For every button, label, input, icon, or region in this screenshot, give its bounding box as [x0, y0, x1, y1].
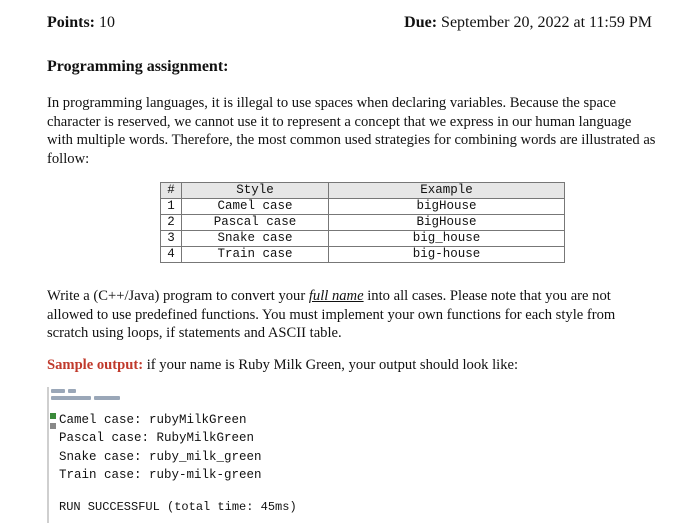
toolbar-icon — [94, 396, 120, 400]
console-line: Snake case: ruby_milk_green — [59, 449, 262, 464]
task-paragraph — [47, 287, 659, 343]
points — [47, 14, 115, 32]
table-row — [161, 199, 565, 215]
assignment-heading: Programming assignment: — [47, 58, 229, 75]
due-value: September 20, 2022 at 11:59 PM — [441, 14, 652, 31]
header-number: # — [161, 183, 182, 199]
row-style: Camel case — [182, 199, 329, 215]
row-number: 2 — [161, 215, 182, 231]
sample-text: if your name is Ruby Milk Green, your output should look like: — [143, 357, 519, 373]
due-date — [404, 14, 652, 32]
run-result: RUN SUCCESSFUL (total time: 45ms) — [59, 500, 297, 514]
table-header-row — [161, 183, 565, 199]
task-text-before: Write a (C++/Java) program to convert your — [47, 288, 309, 304]
stop-icon — [50, 423, 56, 429]
naming-styles-table — [160, 182, 565, 263]
row-example: BigHouse — [329, 215, 565, 231]
row-example: bigHouse — [329, 199, 565, 215]
row-example: big_house — [329, 231, 565, 247]
table-row — [161, 231, 565, 247]
task-emphasis: full name — [308, 288, 364, 304]
console-line: Pascal case: RubyMilkGreen — [59, 431, 255, 446]
header-style: Style — [182, 183, 329, 199]
assignment-header — [47, 14, 652, 38]
row-style: Snake case — [182, 231, 329, 247]
header-example: Example — [329, 183, 565, 199]
console-output-panel — [47, 383, 327, 523]
points-label: Points: — [47, 14, 95, 31]
table-row — [161, 215, 565, 231]
sample-output-intro — [47, 357, 518, 374]
points-value: 10 — [99, 14, 115, 31]
console-toolbar — [51, 389, 161, 403]
toolbar-icon — [68, 389, 76, 393]
task-text-after: into all cases. Please note that you are not allowed to use predefined functions. You must implement your own functions for each style from scratch using loops, if statements and ASCII table. — [47, 288, 616, 341]
toolbar-icon — [51, 396, 91, 400]
console-line: Camel case: rubyMilkGreen — [59, 413, 247, 427]
row-style: Train case — [182, 247, 329, 263]
row-number: 1 — [161, 199, 182, 215]
console-line: Train case: ruby-milk-green — [59, 467, 262, 482]
row-style: Pascal case — [182, 215, 329, 231]
intro-paragraph: In programming languages, it is illegal to use spaces when declaring variables. Because the space character is reserved, we cannot use it to represent a concept that we express in our human language with multiple words. Therefore, the most common used strategies for combining words are illustrated as follow: — [47, 95, 656, 167]
sample-label: Sample output: — [47, 357, 144, 373]
row-number: 3 — [161, 231, 182, 247]
row-number: 4 — [161, 247, 182, 263]
console-gutter — [47, 387, 55, 523]
row-example: big-house — [329, 247, 565, 263]
table-row — [161, 247, 565, 263]
due-label: Due: — [404, 14, 438, 31]
run-icon — [50, 413, 56, 419]
console-lines — [59, 411, 262, 484]
